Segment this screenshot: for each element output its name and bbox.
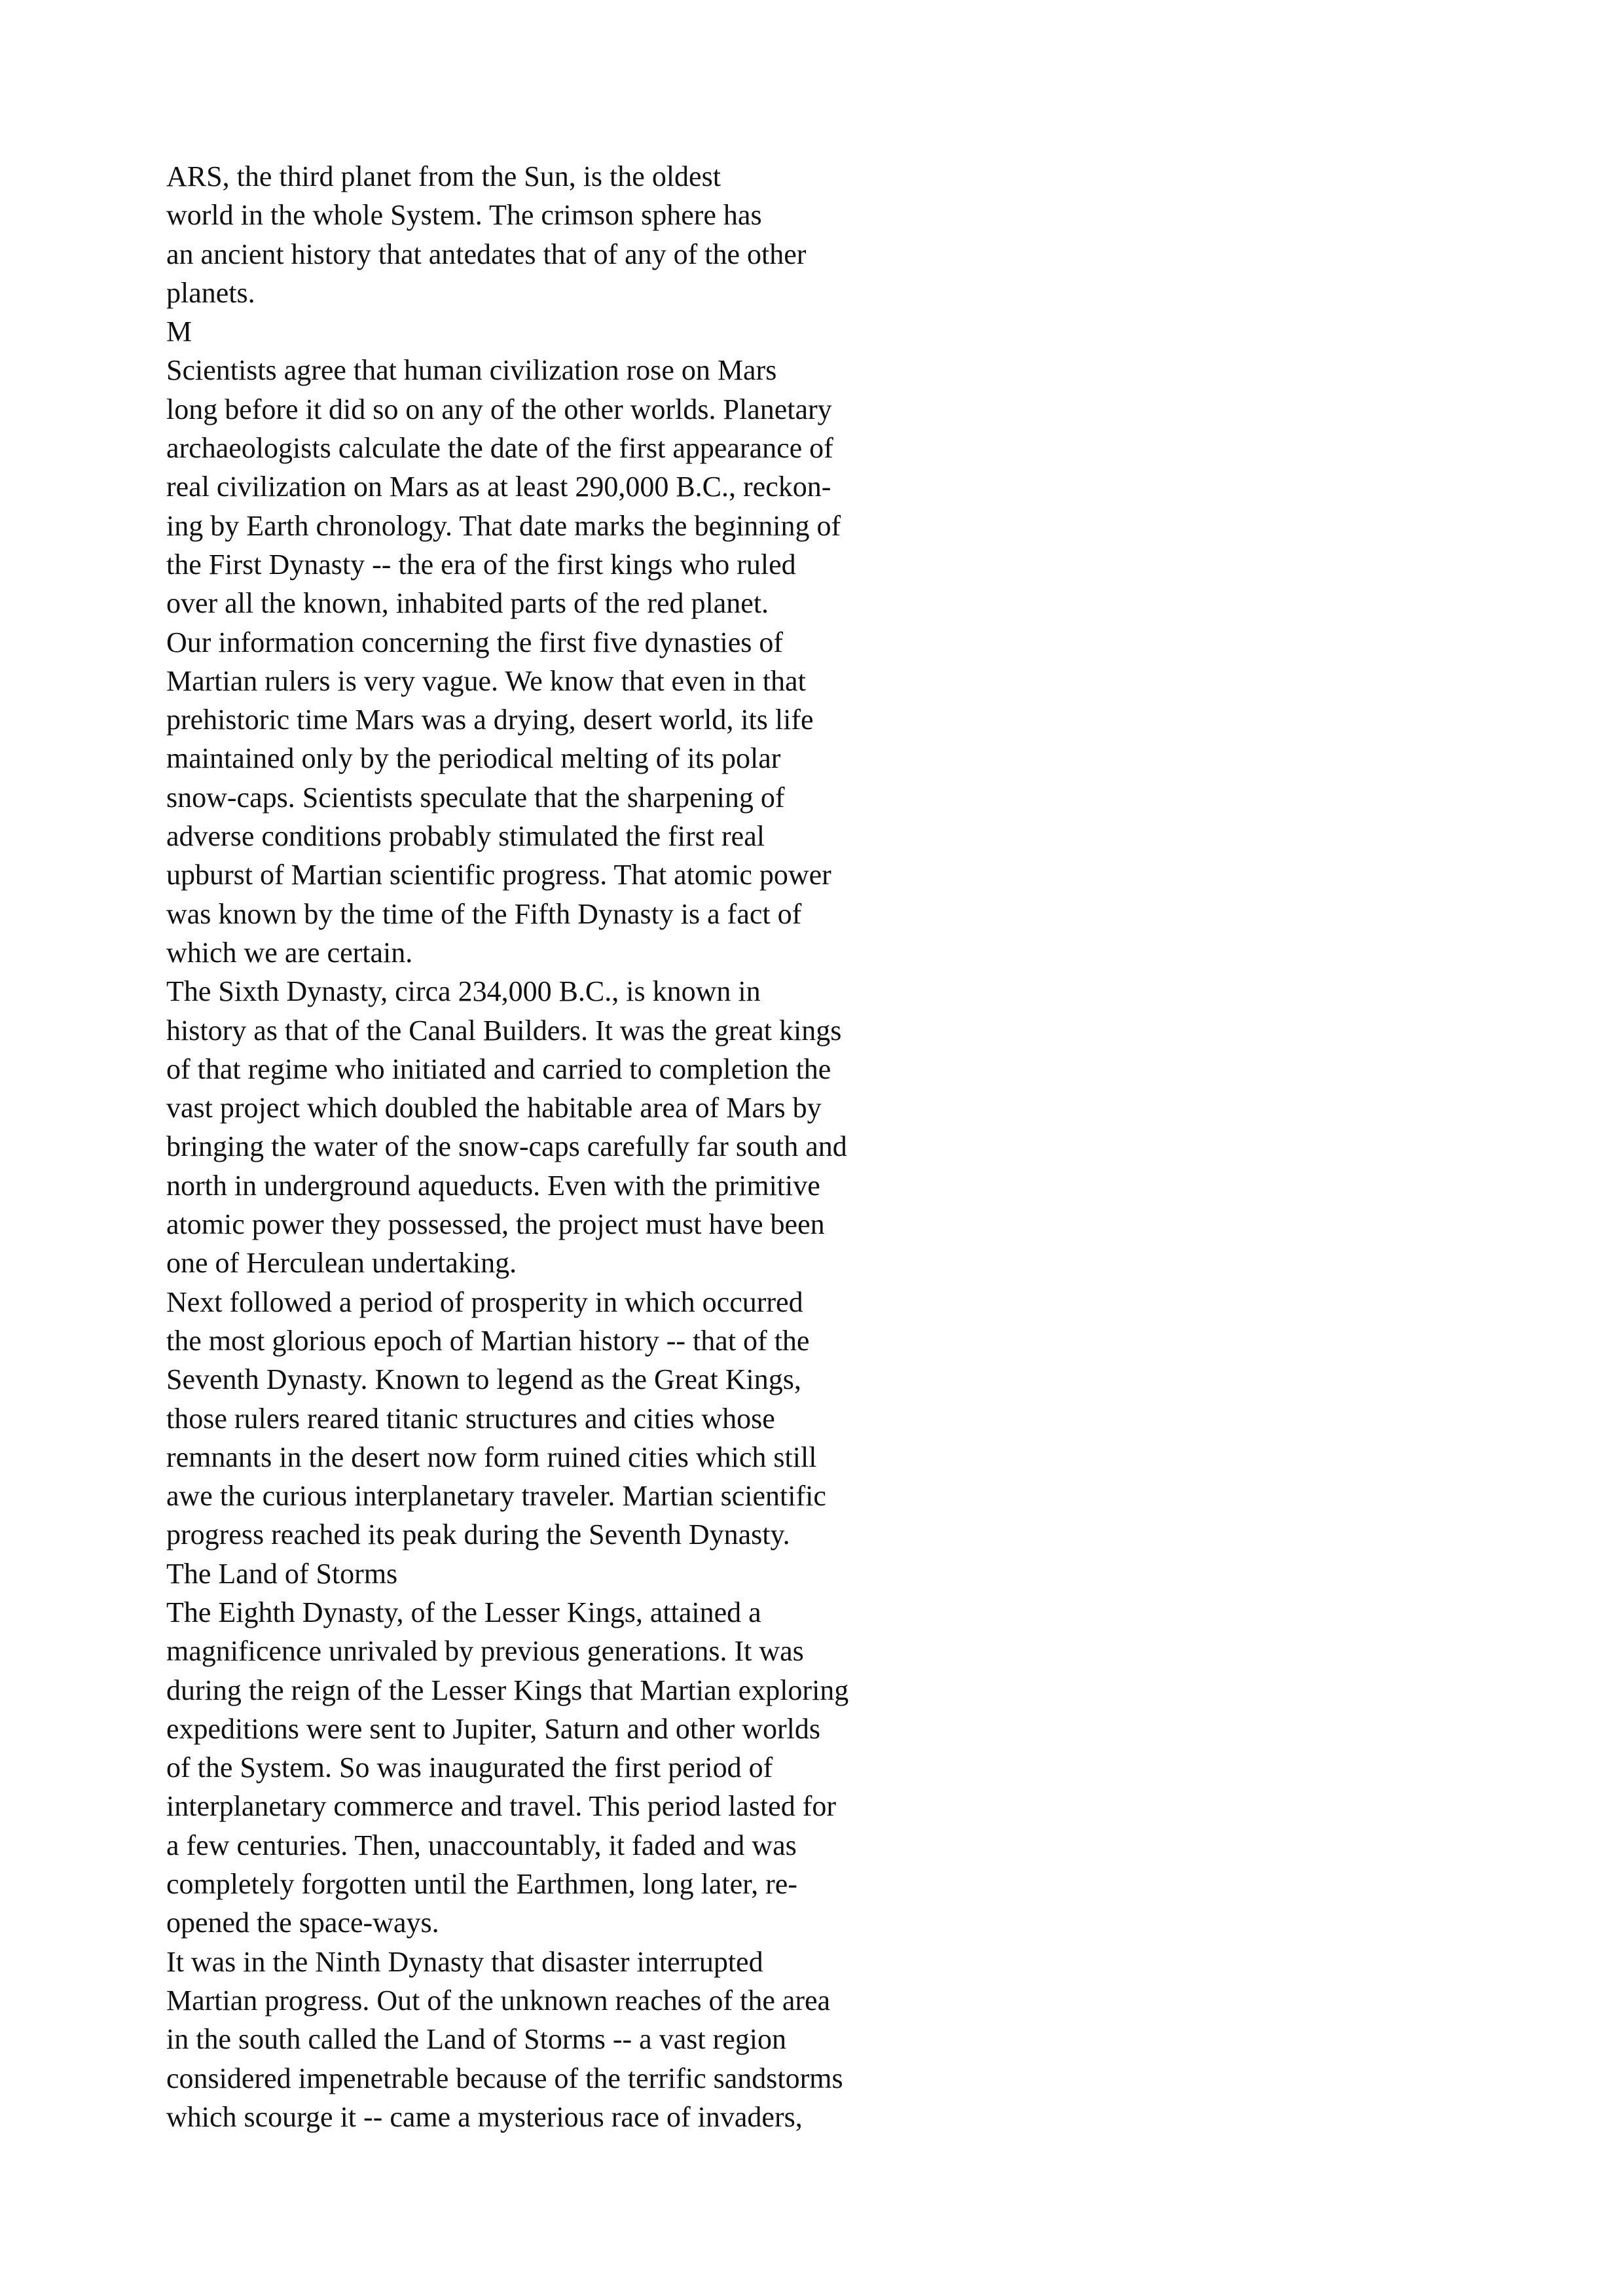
text-line: M [166, 315, 192, 348]
text-line: atomic power they possessed, the project must have been [166, 1208, 825, 1241]
text-line: the most glorious epoch of Martian history -- that of the [166, 1324, 810, 1357]
text-line: It was in the Ninth Dynasty that disaster interrupted [166, 1945, 763, 1978]
text-line: those rulers reared titanic structures and cities whose [166, 1402, 775, 1435]
text-line: long before it did so on any of the other worlds. Planetary [166, 393, 832, 425]
text-line: considered impenetrable because of the terrific sandstorms [166, 2062, 843, 2094]
text-line: progress reached its peak during the Seventh Dynasty. [166, 1518, 790, 1551]
text-line: maintained only by the periodical melting of its polar [166, 742, 781, 775]
text-line: remnants in the desert now form ruined cities which still [166, 1441, 817, 1473]
text-line: Scientists agree that human civilization rose on Mars [166, 354, 777, 387]
text-line: Next followed a period of prosperity in which occurred [166, 1285, 803, 1318]
text-line: The Land of Storms [166, 1557, 398, 1590]
text-line: upburst of Martian scientific progress. That atomic power [166, 859, 831, 891]
text-line: an ancient history that antedates that of any of the other [166, 238, 807, 270]
text-line: a few centuries. Then, unaccountably, it faded and was [166, 1829, 797, 1861]
text-line: which we are certain. [166, 936, 413, 969]
text-line: during the reign of the Lesser Kings that Martian exploring [166, 1674, 849, 1706]
text-line: north in underground aqueducts. Even with the primitive [166, 1169, 820, 1202]
text-line: of the System. So was inaugurated the first period of [166, 1751, 773, 1784]
text-line: Seventh Dynasty. Known to legend as the Great Kings, [166, 1363, 801, 1396]
text-line: archaeologists calculate the date of the first appearance of [166, 432, 833, 465]
text-line: one of Herculean undertaking. [166, 1247, 517, 1280]
text-line: completely forgotten until the Earthmen, long later, re- [166, 1868, 797, 1901]
text-line: snow-caps. Scientists speculate that the sharpening of [166, 781, 785, 814]
text-line: magnificence unrivaled by previous generations. It was [166, 1635, 804, 1668]
text-line: in the south called the Land of Storms -- a vast region [166, 2023, 786, 2056]
text-line: Martian progress. Out of the unknown reaches of the area [166, 1984, 831, 2017]
text-line: the First Dynasty -- the era of the first kings who ruled [166, 548, 796, 581]
text-line: The Sixth Dynasty, circa 234,000 B.C., is known in [166, 975, 761, 1008]
text-line: adverse conditions probably stimulated the first real [166, 820, 765, 853]
text-line: world in the whole System. The crimson sphere has [166, 199, 762, 232]
text-line: was known by the time of the Fifth Dynasty is a fact of [166, 897, 802, 930]
text-line: which scourge it -- came a mysterious race of invaders, [166, 2100, 803, 2133]
text-line: planets. [166, 276, 255, 309]
text-line: Martian rulers is very vague. We know that even in that [166, 664, 806, 697]
text-line: awe the curious interplanetary traveler. Martian scientific [166, 1480, 826, 1513]
text-line: The Eighth Dynasty, of the Lesser Kings, attained a [166, 1596, 761, 1628]
text-line: interplanetary commerce and travel. This period lasted for [166, 1790, 836, 1823]
text-line: real civilization on Mars as at least 290,000 B.C., reckon- [166, 471, 831, 503]
text-line: vast project which doubled the habitable area of Mars by [166, 1092, 822, 1124]
text-line: of that regime who initiated and carried to completion the [166, 1052, 831, 1085]
text-line: Our information concerning the first five dynasties of [166, 626, 784, 658]
text-line: ARS, the third planet from the Sun, is the oldest [166, 160, 721, 192]
text-line: history as that of the Canal Builders. It was the great kings [166, 1014, 842, 1047]
text-line: prehistoric time Mars was a drying, desert world, its life [166, 704, 814, 736]
text-line: expeditions were sent to Jupiter, Saturn and other worlds [166, 1712, 821, 1745]
text-line: opened the space-ways. [166, 1907, 439, 1939]
text-line: over all the known, inhabited parts of the red planet. [166, 587, 769, 620]
body-text [166, 157, 939, 2136]
text-line: bringing the water of the snow-caps carefully far south and [166, 1130, 847, 1163]
text-line: ing by Earth chronology. That date marks the beginning of [166, 509, 841, 542]
